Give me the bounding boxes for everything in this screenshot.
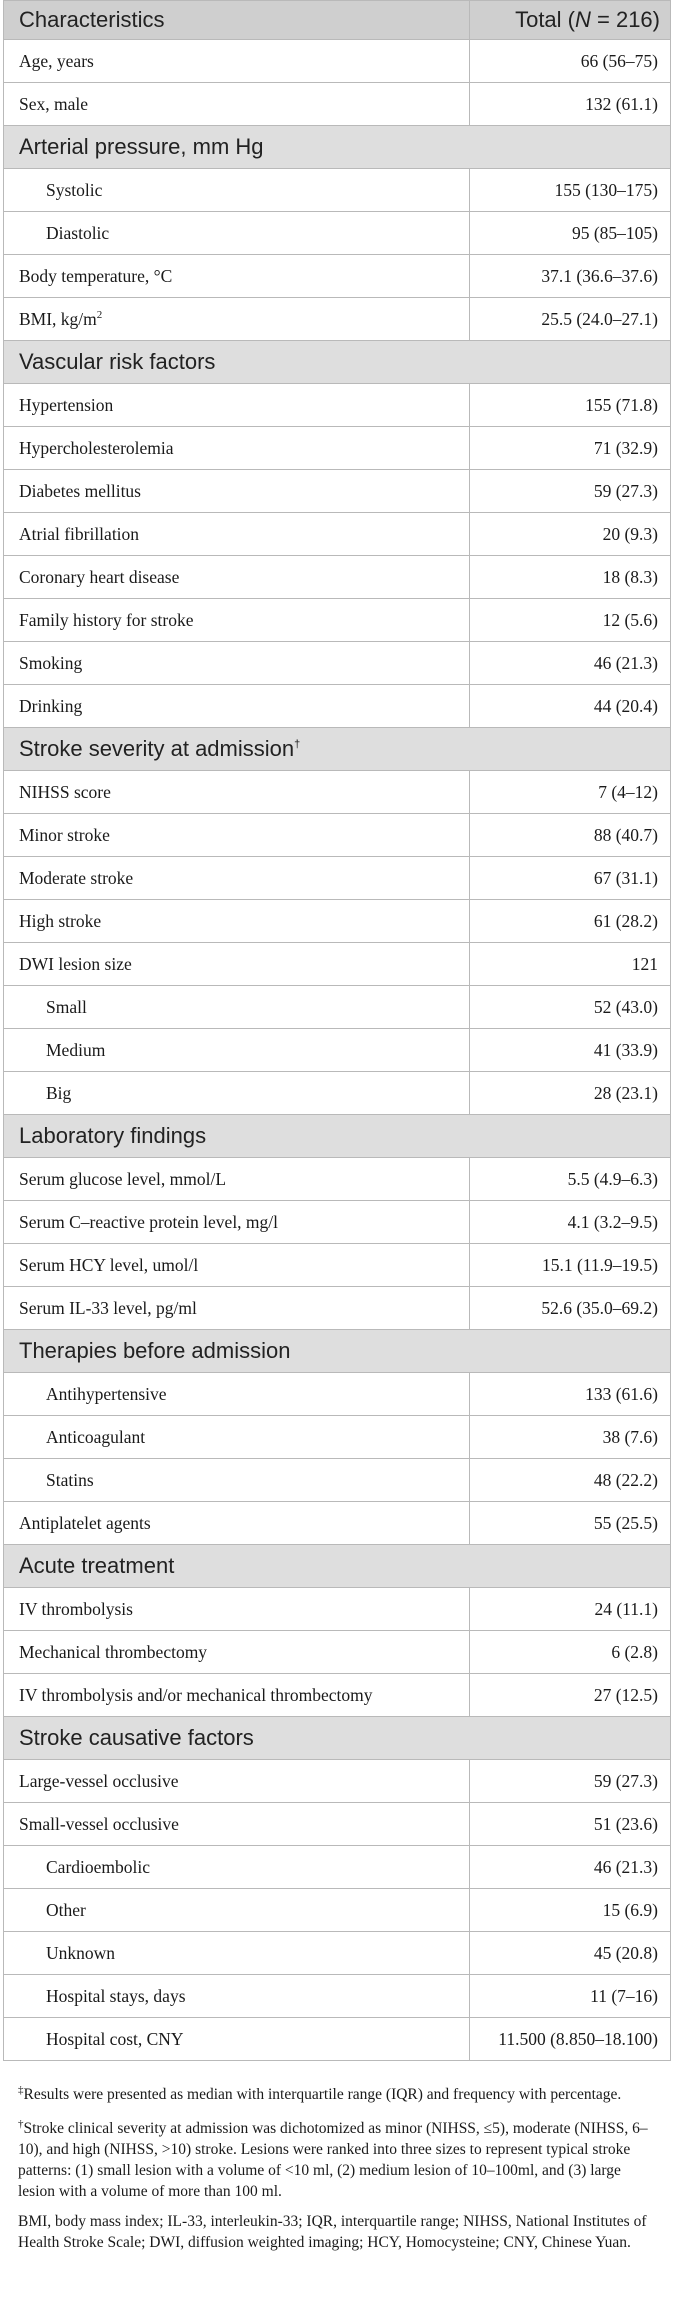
row-label-text: Cardioembolic bbox=[46, 1856, 151, 1877]
row-label-text: Diastolic bbox=[46, 222, 110, 243]
row-label bbox=[4, 1244, 470, 1287]
row-label-text: IV thrombolysis and/or mechanical thrombectomy bbox=[19, 1684, 373, 1705]
row-label bbox=[4, 212, 470, 255]
row-label-text: Medium bbox=[46, 1039, 106, 1060]
table-row bbox=[4, 1244, 671, 1287]
row-label-text: Antiplatelet agents bbox=[19, 1512, 151, 1533]
row-value: 52 (43.0) bbox=[470, 986, 671, 1029]
row-label bbox=[4, 1287, 470, 1330]
row-value: 38 (7.6) bbox=[470, 1416, 671, 1459]
row-label-text: Serum IL-33 level, pg/ml bbox=[19, 1297, 197, 1318]
row-label-text: Serum glucose level, mmol/L bbox=[19, 1168, 227, 1189]
row-label-text: Hospital stays, days bbox=[46, 1985, 186, 2006]
footnote bbox=[18, 2114, 658, 2202]
row-label-text: Coronary heart disease bbox=[19, 566, 180, 587]
row-value: 45 (20.8) bbox=[470, 1932, 671, 1975]
row-label bbox=[4, 1760, 470, 1803]
row-value: 25.5 (24.0–27.1) bbox=[470, 298, 671, 341]
row-value: 61 (28.2) bbox=[470, 900, 671, 943]
row-value: 15 (6.9) bbox=[470, 1889, 671, 1932]
row-label bbox=[4, 1674, 470, 1717]
row-label-text: Big bbox=[46, 1082, 72, 1103]
header-characteristics: Characteristics bbox=[4, 1, 470, 40]
row-value: 37.1 (36.6–37.6) bbox=[470, 255, 671, 298]
section-title-text: Therapies before admission bbox=[19, 1338, 291, 1363]
table-row bbox=[4, 1459, 671, 1502]
section-title-text: Stroke causative factors bbox=[19, 1725, 254, 1750]
table-row bbox=[4, 599, 671, 642]
row-value: 15.1 (11.9–19.5) bbox=[470, 1244, 671, 1287]
row-label-text: Hypercholesterolemia bbox=[19, 437, 174, 458]
row-label bbox=[4, 1459, 470, 1502]
row-value: 121 bbox=[470, 943, 671, 986]
table-row bbox=[4, 1201, 671, 1244]
table-row bbox=[4, 1373, 671, 1416]
section-header-row bbox=[4, 1330, 671, 1373]
section-title bbox=[4, 341, 671, 384]
section-title-text: Acute treatment bbox=[19, 1553, 175, 1578]
characteristics-table-container bbox=[3, 0, 670, 2061]
table-row bbox=[4, 1803, 671, 1846]
row-value: 155 (130–175) bbox=[470, 169, 671, 212]
row-label-text: Sex, male bbox=[19, 93, 89, 114]
row-value: 12 (5.6) bbox=[470, 599, 671, 642]
row-label bbox=[4, 857, 470, 900]
table-row bbox=[4, 1760, 671, 1803]
row-label-text: Large-vessel occlusive bbox=[19, 1770, 179, 1791]
row-label-text: Minor stroke bbox=[19, 824, 110, 845]
row-label bbox=[4, 771, 470, 814]
header-total bbox=[470, 1, 671, 40]
row-label bbox=[4, 169, 470, 212]
section-title-text: Laboratory findings bbox=[19, 1123, 207, 1148]
table-row bbox=[4, 83, 671, 126]
header-total-n: N bbox=[575, 7, 591, 32]
row-label bbox=[4, 556, 470, 599]
section-title bbox=[4, 1330, 671, 1373]
row-value: 46 (21.3) bbox=[470, 1846, 671, 1889]
row-label bbox=[4, 814, 470, 857]
row-value: 41 (33.9) bbox=[470, 1029, 671, 1072]
row-value: 11.500 (8.850–18.100) bbox=[470, 2018, 671, 2061]
table-row bbox=[4, 771, 671, 814]
section-title bbox=[4, 126, 671, 169]
row-label bbox=[4, 900, 470, 943]
row-value: 71 (32.9) bbox=[470, 427, 671, 470]
row-label bbox=[4, 1072, 470, 1115]
row-label-text: Mechanical thrombectomy bbox=[19, 1641, 208, 1662]
header-total-suffix: = 216) bbox=[590, 7, 660, 32]
row-label-text: Family history for stroke bbox=[19, 609, 194, 630]
table-body bbox=[4, 40, 671, 2061]
row-label bbox=[4, 298, 470, 341]
row-label-text: Moderate stroke bbox=[19, 867, 134, 888]
table-row bbox=[4, 1889, 671, 1932]
row-value: 7 (4–12) bbox=[470, 771, 671, 814]
row-label bbox=[4, 427, 470, 470]
row-value: 5.5 (4.9–6.3) bbox=[470, 1158, 671, 1201]
section-header-row bbox=[4, 126, 671, 169]
section-header-row bbox=[4, 1545, 671, 1588]
row-value: 11 (7–16) bbox=[470, 1975, 671, 2018]
row-label bbox=[4, 1502, 470, 1545]
row-label-text: Hospital cost, CNY bbox=[46, 2028, 184, 2049]
section-title-text: Stroke severity at admission bbox=[19, 736, 295, 761]
table-row bbox=[4, 1975, 671, 2018]
footnote-mark: ‡ bbox=[18, 2084, 24, 2096]
row-label bbox=[4, 1373, 470, 1416]
row-value: 6 (2.8) bbox=[470, 1631, 671, 1674]
row-label-text: DWI lesion size bbox=[19, 953, 132, 974]
row-label bbox=[4, 986, 470, 1029]
row-value: 66 (56–75) bbox=[470, 40, 671, 83]
row-label bbox=[4, 2018, 470, 2061]
row-label-text: Antihypertensive bbox=[46, 1383, 167, 1404]
row-label-text: IV thrombolysis bbox=[19, 1598, 133, 1619]
table-footnotes bbox=[18, 2080, 658, 2262]
table-row bbox=[4, 556, 671, 599]
section-header-row bbox=[4, 1115, 671, 1158]
table-row bbox=[4, 169, 671, 212]
row-label bbox=[4, 255, 470, 298]
row-label-text: Systolic bbox=[46, 179, 103, 200]
row-label-text: High stroke bbox=[19, 910, 102, 931]
header-total-prefix: Total ( bbox=[515, 7, 575, 32]
row-value: 59 (27.3) bbox=[470, 470, 671, 513]
table-row bbox=[4, 1631, 671, 1674]
table-row bbox=[4, 857, 671, 900]
row-label bbox=[4, 513, 470, 556]
row-label-text: Statins bbox=[46, 1469, 94, 1490]
table-row bbox=[4, 1846, 671, 1889]
table-row bbox=[4, 1416, 671, 1459]
footnote bbox=[18, 2080, 658, 2105]
row-label-text: Age, years bbox=[19, 50, 94, 71]
table-row bbox=[4, 212, 671, 255]
row-label bbox=[4, 1588, 470, 1631]
table-row bbox=[4, 1287, 671, 1330]
section-title-text: Arterial pressure, mm Hg bbox=[19, 134, 264, 159]
row-label bbox=[4, 1631, 470, 1674]
table-row bbox=[4, 1158, 671, 1201]
table-row bbox=[4, 1502, 671, 1545]
section-header-row bbox=[4, 1717, 671, 1760]
table-row bbox=[4, 1588, 671, 1631]
footnote bbox=[18, 2211, 658, 2253]
row-label bbox=[4, 1201, 470, 1244]
row-label bbox=[4, 40, 470, 83]
table-row bbox=[4, 40, 671, 83]
table-row bbox=[4, 2018, 671, 2061]
row-label-text: Smoking bbox=[19, 652, 83, 673]
table-row bbox=[4, 642, 671, 685]
row-label-text: BMI, kg/m bbox=[19, 308, 97, 329]
row-label-text: Diabetes mellitus bbox=[19, 480, 141, 501]
row-label-text: Serum HCY level, umol/l bbox=[19, 1254, 199, 1275]
section-title bbox=[4, 1545, 671, 1588]
characteristics-table bbox=[3, 0, 671, 2061]
row-value: 51 (23.6) bbox=[470, 1803, 671, 1846]
table-row bbox=[4, 470, 671, 513]
footnote-text: Stroke clinical severity at admission was dichotomized as minor (NIHSS, ≤5), moderate (NIHSS, 6–10), and high (NIHSS, >10) stroke. Lesions were ranked into three sizes to represent typical stroke patterns: (1) small lesion with a volume of <10 ml, (2) medium lesion of 10–100ml, and (3) large lesion with a volume of more than 100 ml. bbox=[18, 2120, 648, 2201]
row-value: 46 (21.3) bbox=[470, 642, 671, 685]
row-value: 44 (20.4) bbox=[470, 685, 671, 728]
row-label bbox=[4, 470, 470, 513]
row-label-superscript: 2 bbox=[96, 308, 103, 321]
row-label-text: Unknown bbox=[46, 1942, 116, 1963]
footnote-mark: † bbox=[18, 2118, 24, 2131]
table-row bbox=[4, 1029, 671, 1072]
row-label bbox=[4, 943, 470, 986]
section-footnote-mark: † bbox=[294, 738, 301, 751]
table-row bbox=[4, 255, 671, 298]
row-label bbox=[4, 1889, 470, 1932]
row-label bbox=[4, 1932, 470, 1975]
table-row bbox=[4, 1932, 671, 1975]
table-row bbox=[4, 1674, 671, 1717]
footnote-text: BMI, body mass index; IL-33, interleukin-33; IQR, interquartile range; NIHSS, National Institutes of Health Stroke Scale; DWI, diffusion weighted imaging; HCY, Homocysteine; CNY, Chinese Yuan. bbox=[18, 2213, 647, 2252]
table-row bbox=[4, 685, 671, 728]
row-label-text: Small-vessel occlusive bbox=[19, 1813, 179, 1834]
row-value: 55 (25.5) bbox=[470, 1502, 671, 1545]
table-row bbox=[4, 943, 671, 986]
row-label bbox=[4, 642, 470, 685]
row-value: 155 (71.8) bbox=[470, 384, 671, 427]
row-label bbox=[4, 1846, 470, 1889]
section-title bbox=[4, 1717, 671, 1760]
row-value: 95 (85–105) bbox=[470, 212, 671, 255]
table-row bbox=[4, 427, 671, 470]
section-title bbox=[4, 728, 671, 771]
section-title bbox=[4, 1115, 671, 1158]
table-row bbox=[4, 1072, 671, 1115]
row-value: 132 (61.1) bbox=[470, 83, 671, 126]
table-row bbox=[4, 384, 671, 427]
row-value: 20 (9.3) bbox=[470, 513, 671, 556]
row-label bbox=[4, 1803, 470, 1846]
row-value: 67 (31.1) bbox=[470, 857, 671, 900]
row-label-text: Atrial fibrillation bbox=[19, 523, 140, 544]
row-value: 24 (11.1) bbox=[470, 1588, 671, 1631]
row-label bbox=[4, 599, 470, 642]
row-value: 27 (12.5) bbox=[470, 1674, 671, 1717]
row-label-text: Body temperature, °C bbox=[19, 265, 173, 286]
row-value: 52.6 (35.0–69.2) bbox=[470, 1287, 671, 1330]
table-row bbox=[4, 900, 671, 943]
row-label-text: Small bbox=[46, 996, 87, 1017]
section-header-row bbox=[4, 728, 671, 771]
row-value: 28 (23.1) bbox=[470, 1072, 671, 1115]
table-row bbox=[4, 298, 671, 341]
section-title-text: Vascular risk factors bbox=[19, 349, 216, 374]
row-label bbox=[4, 384, 470, 427]
table-row bbox=[4, 986, 671, 1029]
table-row bbox=[4, 814, 671, 857]
row-label-text: Drinking bbox=[19, 695, 83, 716]
row-label-text: NIHSS score bbox=[19, 781, 111, 802]
section-header-row bbox=[4, 341, 671, 384]
row-value: 59 (27.3) bbox=[470, 1760, 671, 1803]
row-label bbox=[4, 83, 470, 126]
row-value: 4.1 (3.2–9.5) bbox=[470, 1201, 671, 1244]
row-label bbox=[4, 1975, 470, 2018]
row-value: 133 (61.6) bbox=[470, 1373, 671, 1416]
footnote-text: Results were presented as median with interquartile range (IQR) and frequency with percentage. bbox=[23, 2086, 622, 2104]
row-label-text: Hypertension bbox=[19, 394, 114, 415]
row-label bbox=[4, 685, 470, 728]
table-row bbox=[4, 513, 671, 556]
row-value: 18 (8.3) bbox=[470, 556, 671, 599]
row-label bbox=[4, 1158, 470, 1201]
row-label-text: Anticoagulant bbox=[46, 1426, 146, 1447]
row-label bbox=[4, 1416, 470, 1459]
row-value: 88 (40.7) bbox=[470, 814, 671, 857]
row-label-text: Serum C–reactive protein level, mg/l bbox=[19, 1211, 279, 1232]
row-value: 48 (22.2) bbox=[470, 1459, 671, 1502]
row-label bbox=[4, 1029, 470, 1072]
table-header-row bbox=[4, 1, 671, 40]
row-label-text: Other bbox=[46, 1899, 86, 1920]
